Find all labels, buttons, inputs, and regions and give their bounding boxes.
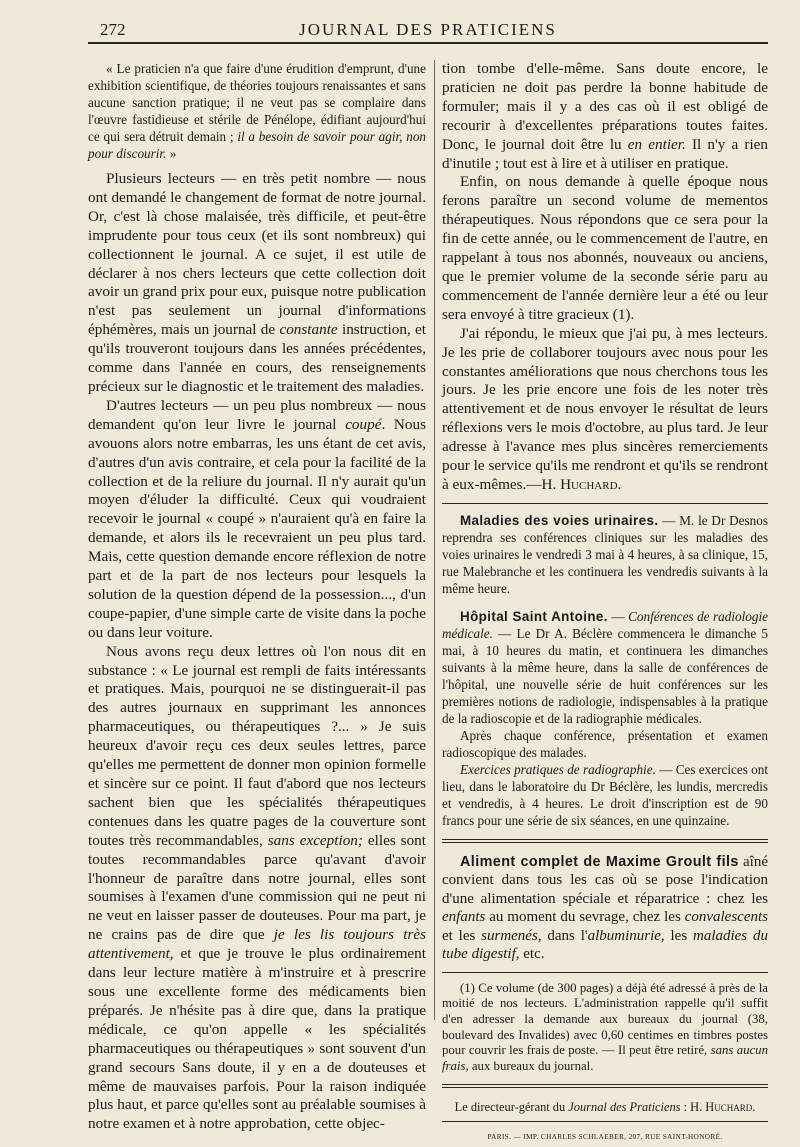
text: Nous avons reçu deux lettres où l'on nous dit en substance : « Le journal est rempli de faits intéressants et pratiques. Mais, pourquoi ne se distinguerait-il pas des autres journaux en supprimant les annonces pharmaceutiques, ou thérapeutiques ?... » Je suis heureux d'avoir reçu ces deux seules lettres, parce qu'elles me permettent de donner mon opinion formelle et sincère sur ce point. Il faut d'abord que nos lecteurs sachent bien que les spécialités thérapeutiques contenues dans les quatre pages de la couverture sont toutes très recommandables, bbox=[88, 642, 426, 849]
paragraph-continued bbox=[442, 60, 768, 173]
italic-text: Conférences de radiologie médicale. bbox=[442, 608, 768, 641]
italic-text: sans aucun frais, bbox=[442, 1043, 768, 1073]
director-name: : H. Huchard. bbox=[680, 1100, 756, 1115]
text: et les bbox=[442, 927, 482, 944]
text: elles sont toutes recommandables parce qu'avant d'avoir l'honneur de paraître dans notre journal, elles sont soumises à l'examen d'une commission qui ne peut ni ne veut en laisser passer de douteuses. Pour ma part, je ne crains pas de dire que bbox=[88, 831, 426, 944]
epigraph-italic: il a besoin de savoir pour agir, non pour discourir. bbox=[88, 129, 427, 161]
text: — Le Dr A. Béclère commencera le dimanche 5 mai, à 10 heures du matin, et continuera les dimanches suivants à la même heure, dans la salle de conférences de l'hôpital, une nouvelle série de huit conférences sur les premières notions de radiologie, indispensables à la pratique de la radioscopie et de la radiographie médicales. bbox=[442, 625, 768, 726]
italic-text: convalescents bbox=[684, 909, 768, 926]
text: aîné convient dans tous les cas où se pose l'indication d'une alimentation spéciale et réparatrice : chez les bbox=[442, 853, 768, 907]
paragraph-format bbox=[88, 170, 426, 397]
italic-text: Exercices pratiques de radiographie. bbox=[460, 761, 656, 777]
paragraph-mementos: Enfin, on nous demande à quelle époque nous ferons paraître un second volume de mementos thérapeutiques. Nous répondons que ce sera pour la fin de cette année, ou le commencement de l'autre, en rappelant à tous nos abonnés, nouveaux ou anciens, que le premier volume de la seconde série paru au commencement de l'année dernière leur a été ou leur sera envoyé à titre gracieux (1). bbox=[442, 173, 768, 323]
text: — Ces exercices ont lieu, dans le laboratoire du Dr Béclère, les lundis, mercredis et vendredis, à 4 heures. Le droit d'inscription est de 90 francs pour une série de six séances, en une quinzaine. bbox=[442, 761, 768, 828]
text: au moment du sevrage, chez les bbox=[485, 909, 685, 926]
advertisement bbox=[442, 853, 768, 964]
page-header bbox=[88, 16, 768, 44]
announcement-heading: Hôpital Saint Antoine. bbox=[460, 608, 608, 624]
paragraph-coupe bbox=[88, 397, 426, 643]
text: , etc. bbox=[515, 946, 545, 963]
announcement-exercises bbox=[442, 761, 768, 829]
text: D'autres lecteurs — un peu plus nombreux — nous demandent qu'on leur livre le journal bbox=[88, 396, 426, 433]
announcement-heading: Maladies des voies urinaires. bbox=[460, 512, 659, 528]
text: Il n'y a rien d'inutile ; tout est à lire et à utiliser en pratique. bbox=[442, 135, 768, 172]
text: instruction, et qu'ils trouveront toujours dans les années précédentes, comme dans l'année en cours, des renseignements précieux sur le diagnostic et le traitement des maladies. bbox=[88, 321, 426, 395]
announcement-urology bbox=[442, 512, 768, 597]
column-divider bbox=[434, 60, 435, 1020]
italic-text: enfants bbox=[442, 909, 486, 926]
italic-text: surmenés bbox=[481, 927, 538, 944]
text: Plusieurs lecteurs — en très petit nombre — nous ont demandé le changement de format de notre journal. Or, c'est là chose malaisée, très difficile, et peut-être imprudente pour tous ceux (et ils sont nombreux) qui collectionnent le journal. A ce sujet, il est utile de déclarer à nos chers lecteurs que cette collection doit avoir un grand prix pour eux, puisque notre publication n'est pas seulement un journal d'informations éphémères, mais un journal de bbox=[88, 170, 426, 339]
paragraph-annonces bbox=[88, 643, 426, 1135]
paragraph-thanks bbox=[442, 325, 768, 495]
text: . Nous avouons alors notre embarras, les uns étant de cet avis, d'autres d'un avis contraire, et cela pour la facilité de la collection et de la reliure du journal. Il n'y aurait qu'un moyen d'éluder la difficulté. Ceux qui voudraient recevoir le journal « coupé » n'auraient qu'à en faire la demande, et alors ils le recevraient un peu plus tard. Mais, cette question demande encore réflexion de notre part et de la part de nos lecteurs pour lesquels la solution de la question dépend de la possession..., d'un coupe-papier, d'une simple carte de visite dans la poche ou dans leur voiture. bbox=[88, 415, 426, 641]
ad-heading: Aliment complet de Maxime Groult fils bbox=[460, 853, 739, 870]
journal-title: JOURNAL DES PRATICIENS bbox=[299, 20, 557, 39]
text: , les bbox=[660, 927, 693, 944]
text: — M. le Dr Desnos reprendra ses conférences cliniques sur les maladies des voies urinaires le vendredi 3 mai à 4 heures, à sa clinique, 15, rue Malebranche et les continuera les vendredis suivants à la même heure. bbox=[442, 512, 768, 596]
text: tion tombe d'elle-même. Sans doute encore, le praticien ne doit pas perdre la bonne habitude de formuler; mais il y a des cas où il est obligé de recourir à d'excellentes préparations toutes faites. Donc, le journal doit être lu bbox=[442, 60, 768, 153]
announcement-saint-antoine bbox=[442, 608, 768, 727]
epigraph-close: » bbox=[166, 146, 177, 161]
italic-text: coupé bbox=[345, 415, 382, 433]
divider bbox=[442, 1121, 768, 1122]
text: et que je trouve le plus ordinairement dans leur lecture matière à m'instruire et à prescrire sous une excellente forme des médicaments bien préparés. Je n'hésite pas à dire que, dans la pratique médicale, ce qu'on appelle « les spécialités pharmaceutiques ou thérapeutiques » sont souvent d'un grand secours Sans doute, il y en a de douteuses et même de mauvaises parfois. Pour la raison indiquée plus haut, et parce qu'elles sont au préalable soumises à notre examen et à notre approbation, cette objec- bbox=[88, 945, 426, 1133]
page-number: 272 bbox=[100, 20, 126, 39]
printer-imprint: PARIS. — IMP. CHARLES SCHLAEBER, 207, RUE SAINT-HONORÉ. bbox=[487, 1133, 723, 1142]
italic-text: Journal des Praticiens bbox=[568, 1100, 681, 1115]
text: , dans l' bbox=[537, 927, 588, 944]
divider bbox=[442, 972, 768, 973]
italic-text: sans exception; bbox=[267, 831, 363, 849]
text: Le directeur-gérant du bbox=[454, 1100, 569, 1115]
double-divider bbox=[442, 839, 768, 843]
italic-text: albuminurie bbox=[587, 927, 661, 944]
text: J'ai répondu, le mieux que j'ai pu, à mes lecteurs. Je les prie de collaborer toujours avec nous pour les constantes améliorations que nous cherchons tous les jours. Je les prie encore une fois de les noter très attentivement et de nous envoyer le résultat de leurs réflexions vers le mois d'octobre, au plus tard. Je leur adresse à l'avance mes plus sincères remerciements pour le service qu'ils me rendront et qu'ils se rendront à eux-mêmes.— bbox=[442, 324, 768, 493]
italic-text: maladies du tube digestif bbox=[442, 927, 768, 963]
epigraph bbox=[88, 60, 426, 162]
signature: H. Huchard. bbox=[541, 475, 622, 493]
italic-text: en entier. bbox=[627, 135, 686, 153]
director-line bbox=[442, 1098, 768, 1117]
italic-text: constante bbox=[279, 321, 338, 339]
italic-text: je les lis toujours très attentivement, bbox=[88, 926, 427, 963]
left-column bbox=[88, 60, 426, 1134]
text: (1) Ce volume (de 300 pages) a déjà été adressé à près de la moitié de nos lecteurs. L'administration rappelle qu'il suffit d'en adresser la demande aux bureaux du journal (38, boulevard des Invalides) avec 0,60 centimes en timbres postes pour couvrir les frais de poste. — Il peut être retiré, bbox=[442, 980, 768, 1058]
text: — bbox=[607, 608, 629, 624]
double-divider bbox=[442, 1084, 768, 1088]
epigraph-text: « Le praticien n'a que faire d'une érudition d'emprunt, d'une exhibition scientifique, de théories toujours renaissantes et sans aucune sanction pratique; il ne veut pas se complaire dans l'œuvre fastidieuse et stérile de Pénélope, édifiant aujourd'hui ce qui sera détruit demain ; bbox=[88, 61, 426, 144]
text: aux bureaux du journal. bbox=[468, 1058, 594, 1073]
footnote bbox=[442, 981, 768, 1075]
right-column bbox=[442, 60, 768, 1147]
announcement-paragraph: Après chaque conférence, présentation et examen radioscopique des malades. bbox=[442, 727, 768, 760]
divider bbox=[442, 503, 768, 504]
